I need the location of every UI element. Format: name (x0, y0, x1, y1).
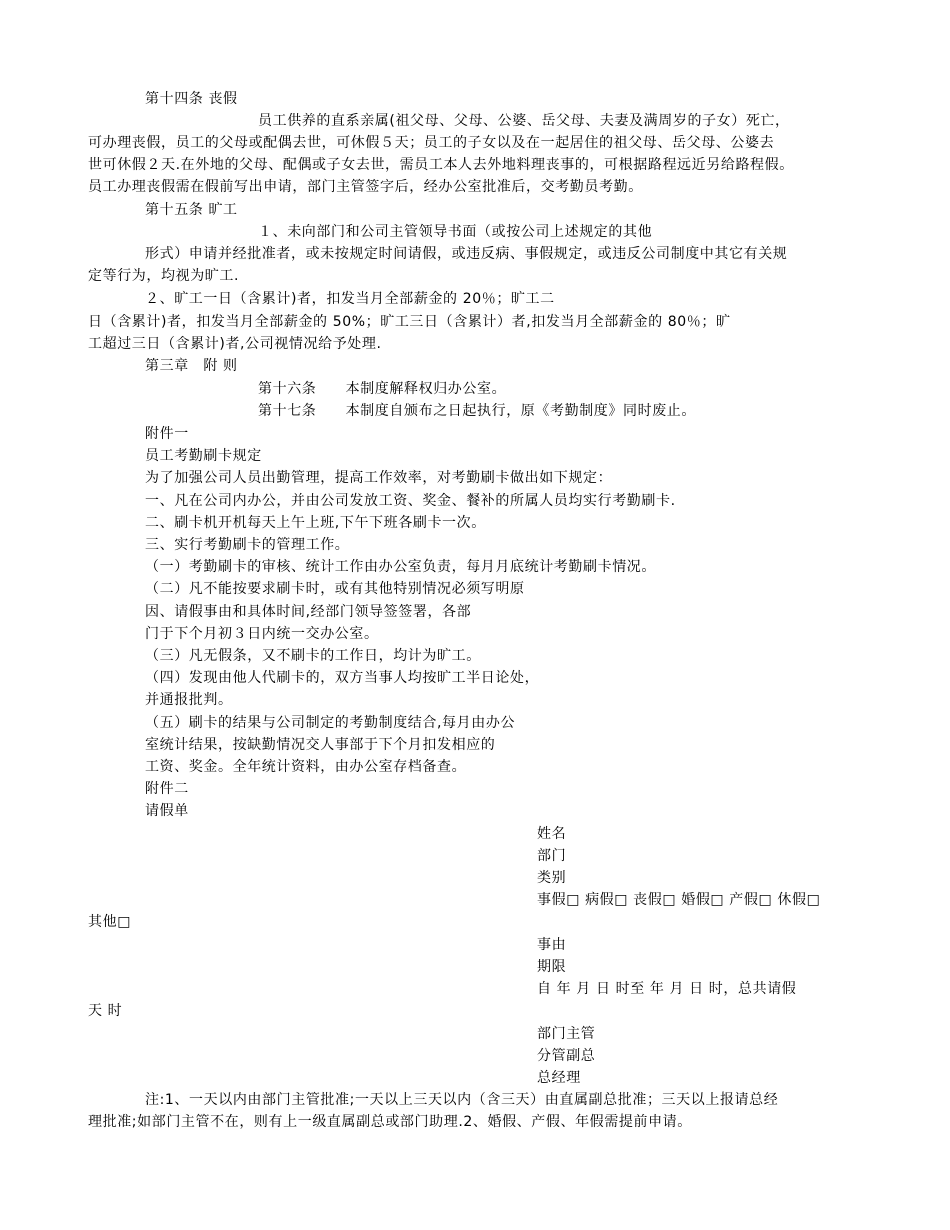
vice-gm-label: 分管副总 (537, 1048, 596, 1064)
attachment-1-line: 并通报批判。 (145, 692, 233, 708)
article-17: 第十七条 本制度自颁布之日起执行，原《考勤制度》同时废止。 (258, 403, 696, 419)
field-category-label: 类别 (537, 870, 567, 886)
field-reason-label: 事由 (537, 937, 567, 953)
attachment-2-label: 附件二 (145, 781, 189, 797)
attachment-1-title: 员工考勤刷卡规定 (145, 448, 262, 464)
attachment-1-line: （四）发现由他人代刷卡的，双方当事人均按旷工半日论处， (145, 670, 540, 686)
attachment-1-line: 因、请假事由和具体时间,经部门领导签签署，各部 (145, 604, 472, 620)
article-15-heading: 第十五条 旷工 (145, 202, 238, 218)
article-14-line: 世可休假２天.在外地的父母、配偶或子女去世，需员工本人去外地料理丧事的，可根据路程远近另给路程假。 (88, 157, 794, 173)
note-line: 理批准;如部门主管不在，则有上一级直属副总或部门助理.2、婚假、产假、年假需提前申请。 (88, 1114, 692, 1130)
article-15-line: ２、旷工一日（含累计)者，扣发当月全部薪金的 20％；旷工二 (145, 291, 555, 307)
field-name-label: 姓名 (537, 826, 567, 842)
article-15-line: １、未向部门和公司主管领导书面（或按公司上述规定的其他 (258, 224, 653, 240)
attachment-1-label: 附件一 (145, 426, 189, 442)
article-14-line: 可办理丧假，员工的父母或配偶去世，可休假５天；员工的子女以及在一起居住的祖父母、岳父母、公婆去 (88, 135, 775, 151)
dept-head-label: 部门主管 (537, 1026, 596, 1042)
article-15-line: 工超过三日（含累计)者,公司视情况给予处理. (88, 336, 382, 352)
chapter-3-heading: 第三章 附 则 (145, 358, 238, 374)
article-14-line: 员工办理丧假需在假前写出申请，部门主管签字后，经办公室批准后，交考勤员考勤。 (88, 179, 643, 195)
article-15-line: 日（含累计)者，扣发当月全部薪金的 50%；旷工三日（含累计）者,扣发当月全部薪金的 80％；旷 (88, 314, 731, 330)
attachment-1-line: 一、凡在公司内办公，并由公司发放工资、奖金、餐补的所属人员均实行考勤刷卡. (145, 493, 676, 509)
period-line: 自 年 月 日 时至 年 月 日 时，总共请假 (537, 981, 797, 997)
article-14-heading: 第十四条 丧假 (145, 91, 238, 107)
attachment-1-line: （二）凡不能按要求刷卡时，或有其他特别情况必须写明原 (145, 581, 525, 597)
attachment-1-line: （五）刷卡的结果与公司制定的考勤制度结合,每月由办公 (145, 715, 516, 731)
gm-label: 总经理 (537, 1070, 581, 1086)
field-period-label: 期限 (537, 959, 567, 975)
period-tail: 天 时 (88, 1003, 123, 1019)
attachment-1-line: 室统计结果，按缺勤情况交人事部于下个月扣发相应的 (145, 737, 496, 753)
article-15-line: 定等行为，均视为旷工. (88, 268, 240, 284)
leave-type-other: 其他□ (88, 914, 132, 930)
attachment-1-line: （三）凡无假条，又不刷卡的工作日，均计为旷工。 (145, 648, 481, 664)
leave-form-title: 请假单 (145, 803, 189, 819)
leave-type-options: 事假□ 病假□ 丧假□ 婚假□ 产假□ 休假□ (537, 892, 821, 908)
attachment-1-line: 三、实行考勤刷卡的管理工作。 (145, 537, 350, 553)
attachment-1-line: 门于下个月初３日内统一交办公室。 (145, 626, 379, 642)
attachment-1-line: 为了加强公司人员出勤管理，提高工作效率，对考勤刷卡做出如下规定： (145, 470, 613, 486)
field-dept-label: 部门 (537, 848, 567, 864)
note-line: 注:1、一天以内由部门主管批准;一天以上三天以内（含三天）由直属副总批准；三天以上报请总经 (145, 1092, 779, 1108)
attachment-1-line: 工资、奖金。全年统计资料，由办公室存档备查。 (145, 759, 467, 775)
attachment-1-line: 二、刷卡机开机每天上午上班,下午下班各刷卡一次。 (145, 515, 486, 531)
attachment-1-line: （一）考勤刷卡的审核、统计工作由办公室负责，每月月底统计考勤刷卡情况。 (145, 559, 656, 575)
article-14-line: 员工供养的直系亲属(祖父母、父母、公婆、岳父母、夫妻及满周岁的子女）死亡， (258, 113, 790, 129)
article-16: 第十六条 本制度解释权归办公室。 (258, 381, 507, 397)
article-15-line: 形式）申请并经批准者，或未按规定时间请假，或违反病、事假规定，或违反公司制度中其它有关规 (145, 246, 788, 262)
